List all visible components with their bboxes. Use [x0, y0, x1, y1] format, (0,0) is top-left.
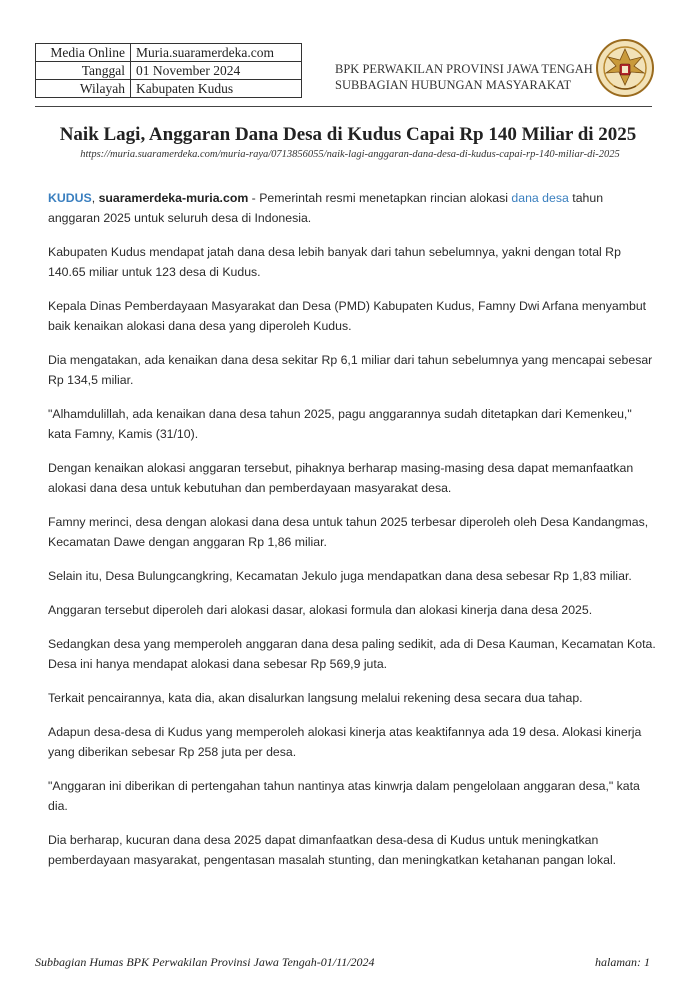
media-info-label: Media Online [36, 44, 131, 62]
article-paragraph: Kepala Dinas Pemberdayaan Masyarakat dan Desa (PMD) Kabupaten Kudus, Famny Dwi Arfana menyambut baik kenaikan alokasi dana desa yang diperoleh Kudus. [48, 299, 647, 333]
organization-name [335, 61, 593, 93]
article-paragraph: Dengan kenaikan alokasi anggaran tersebut, pihaknya berharap masing-masing desa dapat memanfaatkan alokasi dana desa untuk kebutuhan dan pemberdayaan masyarakat desa. [48, 461, 634, 495]
lead-text: - Pemerintah resmi menetapkan rincian alokasi [248, 191, 512, 205]
media-info-value: Kabupaten Kudus [131, 80, 302, 98]
article-paragraph: "Anggaran ini diberikan di pertengahan tahun nantinya atas kinwrja dalam pengelolaan anggaran desa," kata dia. [48, 779, 640, 813]
article-paragraph: "Alhamdulillah, ada kenaikan dana desa tahun 2025, pagu anggarannya sudah ditetapkan dari Kemenkeu," kata Famny, Kamis (31/10). [48, 407, 632, 441]
media-info-value: 01 November 2024 [131, 62, 302, 80]
media-info-value: Muria.suaramerdeka.com [131, 44, 302, 62]
media-info-row [36, 44, 302, 62]
article-lead-paragraph [48, 188, 658, 228]
article-paragraph: Kabupaten Kudus mendapat jatah dana desa lebih banyak dari tahun sebelumnya, yakni dengan total Rp 140.65 miliar untuk 123 desa di Kudus. [48, 245, 621, 279]
media-info-label: Wilayah [36, 80, 131, 98]
article-paragraph: Adapun desa-desa di Kudus yang memperoleh alokasi kinerja atas keaktifannya ada 19 desa. Alokasi kinerja yang diberikan sebesar Rp 258 juta per desa. [48, 725, 642, 759]
media-info-table [35, 43, 302, 98]
footer-source: Subbagian Humas BPK Perwakilan Provinsi Jawa Tengah-01/11/2024 [35, 955, 375, 969]
dateline-separator: , [91, 191, 99, 205]
article-paragraph: Selain itu, Desa Bulungcangkring, Kecamatan Jekulo juga mendapatkan dana desa sebesar Rp 1,83 miliar. [48, 569, 632, 583]
dana-desa-link[interactable]: dana desa [511, 191, 569, 205]
media-info-row [36, 80, 302, 98]
article-url[interactable]: https://muria.suaramerdeka.com/muria-raya/0713856055/naik-lagi-anggaran-dana-desa-di-kudus-capai-rp-140-miliar-di-2025 [80, 149, 620, 160]
garuda-emblem-icon [592, 38, 658, 98]
article-paragraph: Anggaran tersebut diperoleh dari alokasi dasar, alokasi formula dan alokasi kinerja dana desa 2025. [48, 603, 593, 617]
media-info-row [36, 62, 302, 80]
organization-line: BPK PERWAKILAN PROVINSI JAWA TENGAH [335, 62, 593, 76]
article-paragraph: Dia berharap, kucuran dana desa 2025 dapat dimanfaatkan desa-desa di Kudus untuk meningkatkan pemberdayaan masyarakat, pengentasan masalah stunting, dan meningkatkan ketahanan pangan lokal. [48, 833, 617, 867]
source-site: suaramerdeka-muria.com [98, 191, 249, 205]
dateline: KUDUS [48, 191, 92, 205]
article-paragraph: Terkait pencairannya, kata dia, akan disalurkan langsung melalui rekening desa secara dua tahap. [48, 691, 583, 705]
article-paragraph: Dia mengatakan, ada kenaikan dana desa sekitar Rp 6,1 miliar dari tahun sebelumnya yang mencapai sebesar Rp 134,5 miliar. [48, 353, 653, 387]
lead-text-end: tahun anggaran 2025 untuk seluruh desa di Indonesia. [48, 191, 604, 225]
article-body [48, 188, 658, 884]
page-number: halaman: 1 [595, 955, 650, 969]
article-title: Naik Lagi, Anggaran Dana Desa di Kudus Capai Rp 140 Miliar di 2025 [59, 124, 637, 145]
header-divider [35, 106, 652, 107]
media-info-label: Tanggal [36, 62, 131, 80]
article-paragraph: Sedangkan desa yang memperoleh anggaran dana desa paling sedikit, ada di Desa Kauman, Kecamatan Kota. Desa ini hanya mendapat alokasi dana sebesar Rp 569,9 juta. [48, 637, 656, 671]
organization-unit-line: SUBBAGIAN HUBUNGAN MASYARAKAT [335, 78, 572, 92]
article-paragraph: Famny merinci, desa dengan alokasi dana desa untuk tahun 2025 terbesar diperoleh oleh Desa Kandangmas, Kecamatan Dawe dengan anggaran Rp 1,86 miliar. [48, 515, 649, 549]
